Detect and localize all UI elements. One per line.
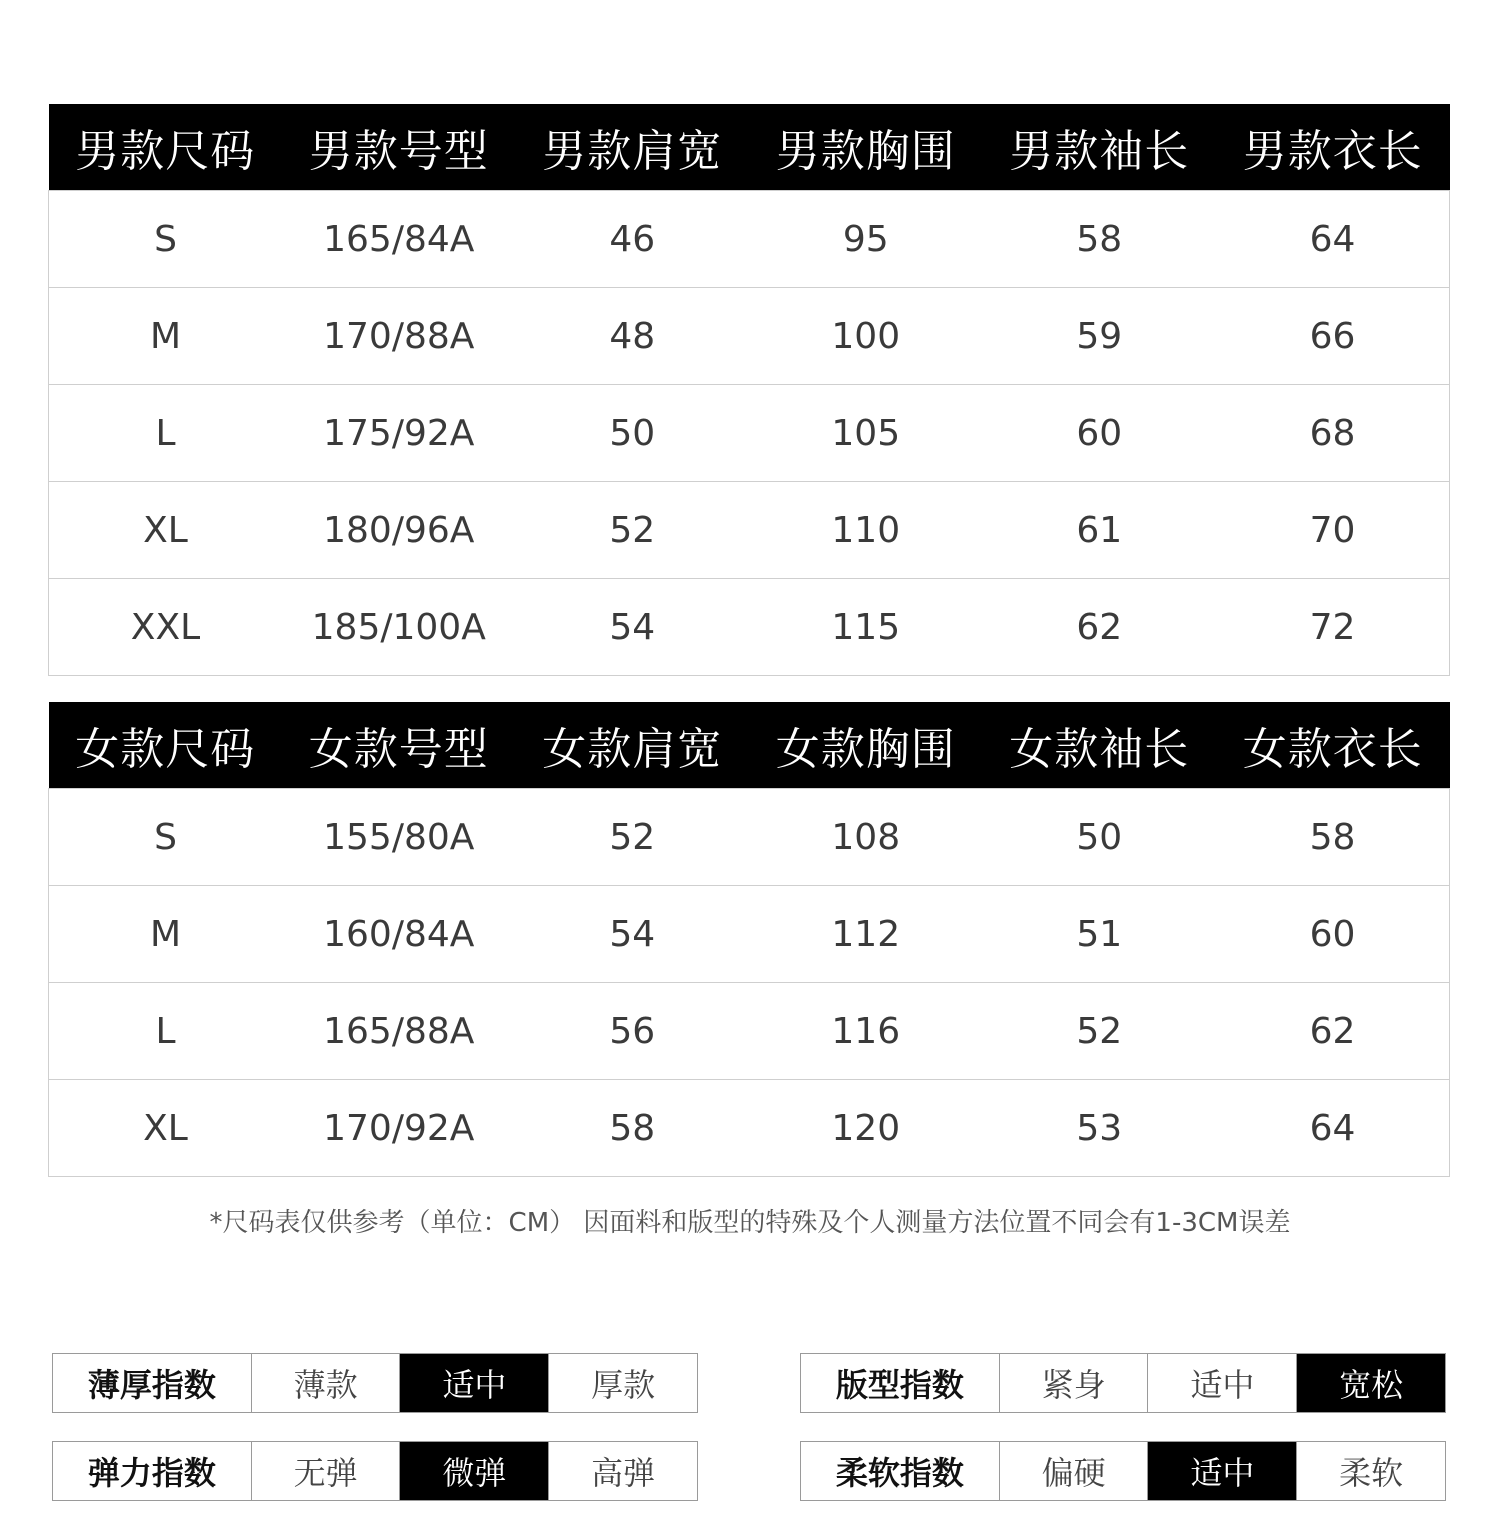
table-cell: 60 (1216, 886, 1450, 983)
table-cell: 62 (1216, 983, 1450, 1080)
table-cell: 120 (749, 1080, 983, 1177)
table-cell: 108 (749, 789, 983, 886)
table-row (49, 1080, 1450, 1177)
table-row (49, 886, 1450, 983)
softness-option: 偏硬 (999, 1442, 1148, 1500)
table-cell: L (49, 983, 283, 1080)
table-cell: 165/84A (282, 191, 516, 288)
men-size-table (48, 104, 1450, 676)
fit-option: 适中 (1147, 1354, 1296, 1412)
table-row (49, 288, 1450, 385)
table-cell: 53 (983, 1080, 1217, 1177)
softness-index (800, 1441, 1446, 1501)
fit-index (800, 1353, 1446, 1413)
elasticity-option: 无弹 (251, 1442, 400, 1500)
table-cell: 66 (1216, 288, 1450, 385)
table-cell: 58 (1216, 789, 1450, 886)
men-header-size: 男款尺码 (49, 104, 283, 191)
softness-index-label: 柔软指数 (835, 1454, 964, 1492)
table-cell: 115 (749, 579, 983, 676)
table-row (49, 983, 1450, 1080)
thickness-option: 薄款 (251, 1354, 400, 1412)
table-cell: 116 (749, 983, 983, 1080)
women-header-size: 女款尺码 (49, 702, 283, 789)
elasticity-index (52, 1441, 698, 1501)
table-cell: XL (49, 1080, 283, 1177)
table-cell: L (49, 385, 283, 482)
table-cell: 50 (983, 789, 1217, 886)
table-cell: 175/92A (282, 385, 516, 482)
table-cell: 160/84A (282, 886, 516, 983)
thickness-index (52, 1353, 698, 1413)
table-cell: S (49, 191, 283, 288)
table-cell: 112 (749, 886, 983, 983)
women-table-header-row (49, 702, 1450, 789)
table-cell: 110 (749, 482, 983, 579)
table-cell: 58 (516, 1080, 750, 1177)
table-cell: XL (49, 482, 283, 579)
table-cell: 100 (749, 288, 983, 385)
thickness-option: 厚款 (548, 1354, 697, 1412)
table-cell: 170/88A (282, 288, 516, 385)
table-row (49, 579, 1450, 676)
women-header-chest: 女款胸围 (749, 702, 983, 789)
women-header-sleeve: 女款袖长 (983, 702, 1217, 789)
elasticity-option: 高弹 (548, 1442, 697, 1500)
table-cell: 72 (1216, 579, 1450, 676)
men-header-chest: 男款胸围 (749, 104, 983, 191)
size-note: *尺码表仅供参考（单位：CM） 因面料和版型的特殊及个人测量方法位置不同会有1-3CM误差 (209, 1208, 1291, 1238)
table-cell: 64 (1216, 1080, 1450, 1177)
table-cell: 62 (983, 579, 1217, 676)
table-cell: 165/88A (282, 983, 516, 1080)
table-cell: 54 (516, 886, 750, 983)
elasticity-index-label: 弹力指数 (87, 1454, 216, 1492)
men-header-length: 男款衣长 (1216, 104, 1450, 191)
thickness-option: 适中 (399, 1354, 548, 1412)
table-cell: 58 (983, 191, 1217, 288)
table-cell: 52 (516, 789, 750, 886)
softness-option: 柔软 (1296, 1442, 1445, 1500)
table-row (49, 191, 1450, 288)
table-cell: 52 (983, 983, 1217, 1080)
table-cell: M (49, 886, 283, 983)
table-row (49, 482, 1450, 579)
table-row (49, 789, 1450, 886)
table-cell: 170/92A (282, 1080, 516, 1177)
table-cell: 105 (749, 385, 983, 482)
women-size-table (48, 702, 1450, 1177)
women-header-model: 女款号型 (282, 702, 516, 789)
table-cell: 46 (516, 191, 750, 288)
elasticity-option: 微弹 (399, 1442, 548, 1500)
fit-index-label: 版型指数 (835, 1366, 964, 1404)
table-cell: 48 (516, 288, 750, 385)
table-cell: 54 (516, 579, 750, 676)
table-cell: 51 (983, 886, 1217, 983)
men-header-sleeve: 男款袖长 (983, 104, 1217, 191)
table-cell: M (49, 288, 283, 385)
table-cell: 50 (516, 385, 750, 482)
table-cell: 52 (516, 482, 750, 579)
table-row (49, 385, 1450, 482)
fit-option: 宽松 (1296, 1354, 1445, 1412)
women-header-length: 女款衣长 (1216, 702, 1450, 789)
table-cell: S (49, 789, 283, 886)
table-cell: 64 (1216, 191, 1450, 288)
fit-option: 紧身 (999, 1354, 1148, 1412)
thickness-index-label: 薄厚指数 (87, 1366, 216, 1404)
table-cell: 155/80A (282, 789, 516, 886)
men-table-header-row (49, 104, 1450, 191)
table-cell: XXL (49, 579, 283, 676)
table-cell: 180/96A (282, 482, 516, 579)
table-cell: 70 (1216, 482, 1450, 579)
table-cell: 60 (983, 385, 1217, 482)
men-header-shoulder: 男款肩宽 (516, 104, 750, 191)
table-cell: 61 (983, 482, 1217, 579)
table-cell: 56 (516, 983, 750, 1080)
table-cell: 68 (1216, 385, 1450, 482)
men-header-model: 男款号型 (282, 104, 516, 191)
women-header-shoulder: 女款肩宽 (516, 702, 750, 789)
table-cell: 59 (983, 288, 1217, 385)
table-cell: 185/100A (282, 579, 516, 676)
table-cell: 95 (749, 191, 983, 288)
softness-option: 适中 (1147, 1442, 1296, 1500)
